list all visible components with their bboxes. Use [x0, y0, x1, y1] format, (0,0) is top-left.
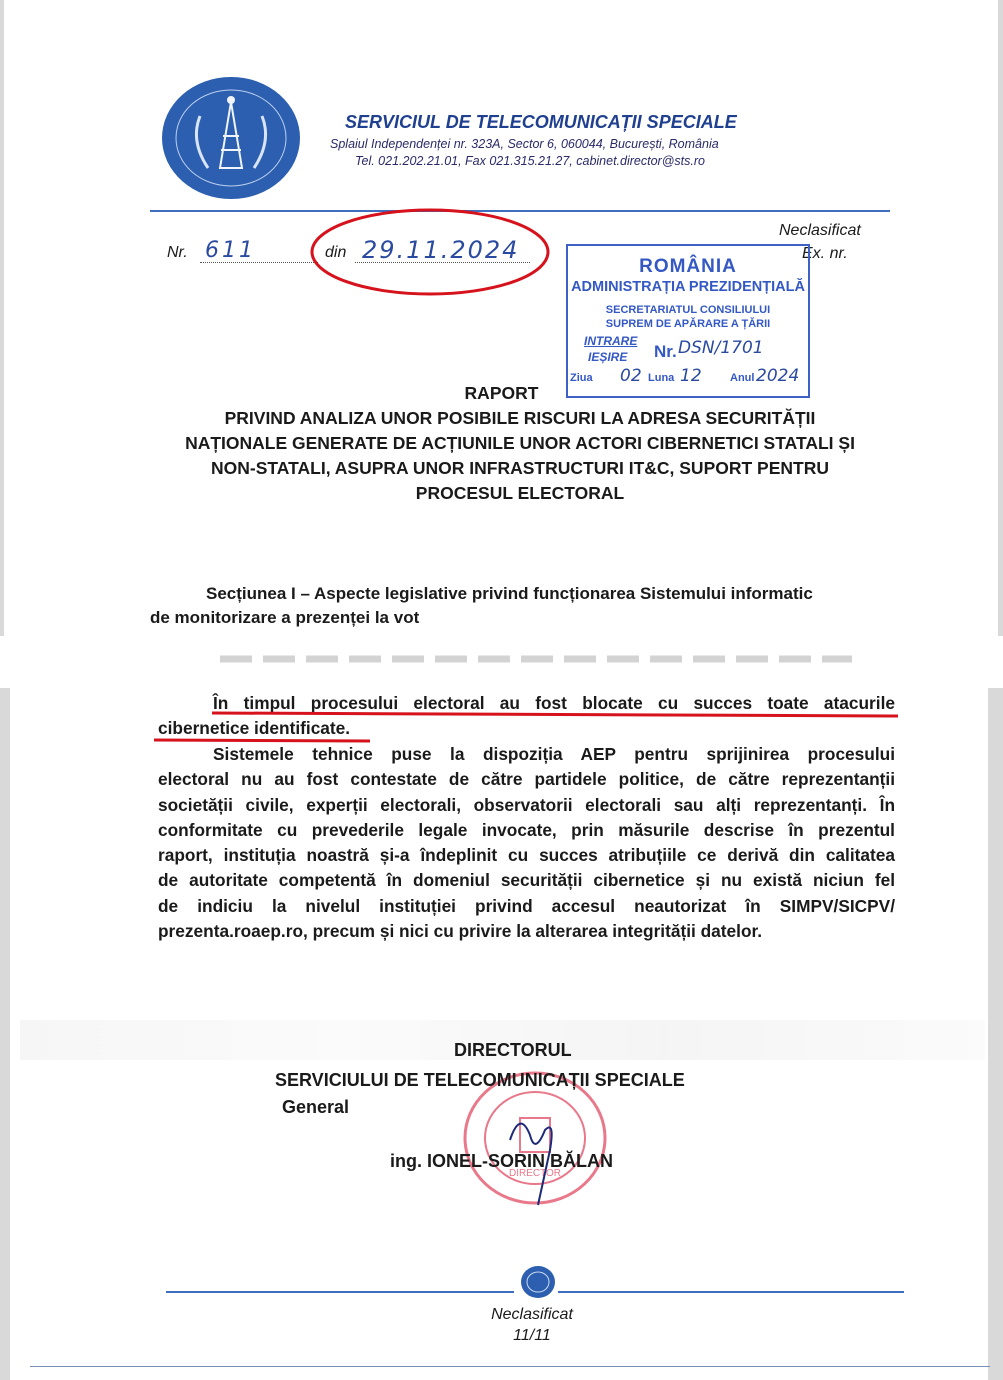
nr-underline	[200, 262, 318, 263]
stamp-anul-value: 2024	[756, 366, 800, 386]
p2-line5: raport, instituția noastră și-a îndeplinit cu succes atribuțiile ce derivă din calitatea	[158, 845, 895, 866]
classification-top: Neclasificat	[779, 222, 861, 239]
stamp-line1: ROMÂNIA	[639, 256, 737, 277]
signature-director: DIRECTORUL	[454, 1040, 572, 1060]
footer-page-number: 11/11	[513, 1327, 551, 1344]
highlight-underline	[150, 710, 900, 744]
stamp-luna-label: Luna	[648, 372, 675, 384]
p2-line1: Sistemele tehnice puse la dispoziția AEP pentru sprijinirea procesului	[213, 744, 895, 764]
institution-address: Splaiul Independenței nr. 323A, Sector 6, 060044, București, România	[330, 137, 719, 151]
seal-text: DIRECTOR	[508, 1168, 562, 1179]
left-border	[0, 0, 4, 636]
footer-rule-left	[166, 1291, 514, 1293]
handwritten-signature	[500, 1100, 570, 1210]
stamp-iesire: IEȘIRE	[588, 350, 628, 364]
footer-rule-right	[558, 1291, 904, 1293]
body-paragraph-2	[158, 742, 895, 944]
footer-classification: Neclasificat	[491, 1306, 573, 1323]
signature-rank: General	[282, 1097, 350, 1117]
p1-line2: cibernetice identificate.	[158, 718, 351, 739]
stamp-luna-value: 12	[680, 366, 702, 386]
title-line5: PROCESUL ELECTORAL	[415, 483, 625, 503]
date-value: 29.11.2024	[362, 236, 520, 264]
registration-stamp	[566, 244, 810, 398]
din-label: din	[325, 244, 347, 261]
stamp-ziua-value: 02	[620, 366, 642, 386]
p2-line6: de autoritate competentă în domeniul securității cibernetice și nu există niciun fel	[158, 870, 895, 891]
stamp-line2: ADMINISTRAȚIA PREZIDENȚIALĂ	[571, 279, 805, 295]
nr-value: 611	[205, 238, 256, 263]
omission-dashes	[220, 655, 852, 663]
p2-line3: societății civile, experții electorali, observatorii electorali sau alți reprezentanți. În	[158, 794, 895, 815]
stamp-intrare: INTRARE	[584, 334, 638, 348]
title-line4: NON-STATALI, ASUPRA UNOR INFRASTRUCTURI IT&C, SUPORT PENTRU	[211, 458, 829, 478]
left-border-lower	[0, 688, 10, 1380]
stamp-nr-label: Nr.	[654, 342, 677, 361]
stamp-line4: SUPREM DE APĂRARE A ȚĂRII	[605, 318, 771, 330]
ex-nr-label: Ex. nr.	[802, 245, 848, 262]
stamp-line3: SECRETARIATUL CONSILIULUI	[605, 304, 771, 316]
stamp-ziua-label: Ziua	[570, 372, 593, 384]
title-line3: NAȚIONALE GENERATE DE ACȚIUNILE UNOR ACTORI CIBERNETICI STATALI ȘI	[185, 433, 855, 453]
section-heading-line2: de monitorizare a prezenței la vot	[150, 608, 420, 627]
p2-line8: prezenta.roaep.ro, precum și nici cu privire la alterarea integrității datelor.	[158, 921, 763, 942]
p2-line7: de indiciu la nivelul instituției privind accesul neautorizat în SIMPV/SICPV/	[158, 895, 895, 916]
section-heading-line1: Secțiunea I – Aspecte legislative privind funcționarea Sistemului informatic	[206, 584, 813, 603]
signature-institution: SERVICIULUI DE TELECOMUNICAȚII SPECIALE	[275, 1070, 685, 1090]
sts-logo	[160, 76, 302, 200]
nr-label: Nr.	[167, 244, 188, 261]
title-line2: PRIVIND ANALIZA UNOR POSIBILE RISCURI LA ADRESA SECURITĂȚII	[224, 408, 816, 428]
right-border	[998, 0, 1003, 636]
right-border-lower	[988, 688, 1003, 1380]
title-line1: RAPORT	[464, 383, 539, 403]
p2-line4: conformitate cu prevederile legale invocate, prin măsurile descrise în prezentul	[158, 819, 895, 840]
bottom-rule	[30, 1366, 990, 1367]
date-circle-annotation	[308, 206, 552, 298]
signature-name: ing. IONEL-SORIN BĂLAN	[390, 1151, 613, 1171]
institution-contact: Tel. 021.202.21.01, Fax 021.315.21.27, cabinet.director@sts.ro	[355, 154, 705, 168]
stamp-nr-value: DSN/1701	[678, 338, 764, 358]
institution-name: SERVICIUL DE TELECOMUNICAȚII SPECIALE	[345, 112, 737, 132]
stamp-anul-label: Anul	[730, 372, 755, 384]
p2-line2: electoral nu au fost contestate de către partidele politice, de către reprezentanții	[158, 769, 895, 790]
footer-logo	[520, 1265, 556, 1299]
p1-line1: În timpul procesului electoral au fost blocate cu succes toate atacurile	[213, 693, 895, 713]
